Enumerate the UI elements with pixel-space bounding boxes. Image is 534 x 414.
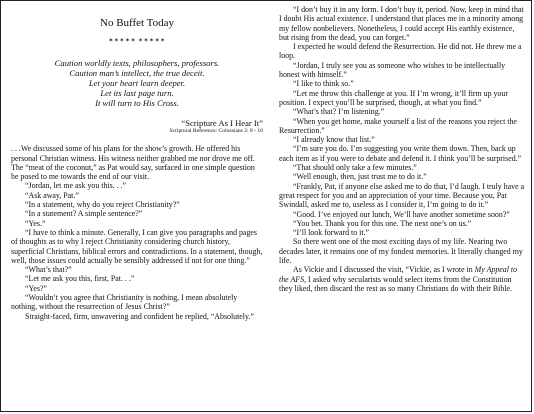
paragraph-last [279, 265, 525, 293]
poem-line: Let your heart learn deeper. [88, 78, 186, 89]
paragraph: “Jordan, I truly see you as someone who wishes to be intellectually honest with himself.” [279, 60, 506, 80]
scripture-reference: Scriptural Reference: Colossians 2: 8 - 10 [169, 128, 263, 135]
scripture-title: “Scripture As I Hear It” [181, 118, 263, 129]
poem-line: Let its last page turn. [100, 88, 174, 99]
paragraph: “Let me throw this challenge at you. If I’m wrong, it’ll firm up your position. I expect you’ll be surprised, though, at what you find.” [279, 88, 508, 107]
paragraph: “When you get home, make yourself a list of the reasons you reject the Resurrection.” [279, 116, 517, 135]
paragraph: “I already know that list.” [293, 135, 375, 145]
text-run: As Vickie and I discussed the visit, “Vickie, as I wrote in [293, 265, 475, 275]
paragraph: “What’s that? I’m listening.” [293, 107, 385, 117]
paragraph: “Well enough, then, just trust me to do it.” [293, 172, 427, 182]
paragraph: “Good. I’ve enjoyed our lunch, We’ll have another sometime soon?” [293, 209, 510, 219]
paragraph: “Let me ask you this, first, Pat. . .” [25, 274, 135, 284]
paragraph: “That should only take a few minutes.” [293, 163, 417, 173]
paragraph: “Jordan, let me ask you this. . .” [25, 181, 127, 191]
paragraph: “I don’t buy it in any form. I don’t buy it, period. Now, keep in mind that I doubt His actual existence. I understand that places me in a minority among my fellow nonbelievers. Nonetheless, I could accept His earthly existence, but rising from the dead, you can forget.” [279, 5, 524, 42]
paragraph: “You bet. Thank you for this one. The next one’s on us.” [293, 218, 472, 228]
text-run: , I asked why secularists would select items from the Constitution they liked, then discard the rest as so many Christians do with their Bible. [279, 274, 512, 293]
paragraph: “Yes.” [25, 218, 46, 228]
poem-line: Caution man’s intellect, the true deceit. [69, 68, 205, 79]
book-title-italic: My Appeal to the AFS [279, 265, 518, 284]
ornament-divider: ✶✶✶✶✶ ✶✶✶✶✶ [108, 38, 166, 44]
chapter-title: No Buffet Today [100, 17, 174, 29]
poem-line: Caution worldly texts, philosophers, professors. [54, 58, 220, 69]
paragraph: . . .We discussed some of his plans for the show’s growth. He offered his personal Christian witness. His witness neither grabbed me nor drove me off. The “meat of the coconut,” as Pat would say, surfaced in one simple question he posed to me towards the end of our visit. [11, 144, 255, 182]
paragraph: Straight-faced, firm, unwavering and confident he replied, “Absolutely.” [25, 311, 254, 321]
paragraph: I expected he would defend the Resurrection. He did not. He threw me a loop. [279, 42, 522, 61]
paragraph: “Wouldn’t you agree that Christianity is nothing, I mean absolutely nothing, without the resurrection of Jesus Christ?” [11, 293, 238, 312]
paragraph: “I’m sure you do. I’m suggesting you write them down. Then, back up each item as if you were to debate and defend it. I think you’ll be surprised.” [279, 144, 522, 163]
poem-line: It will turn to His Cross. [95, 98, 179, 109]
epigraph-poem [11, 58, 263, 108]
paragraph: “I have to think a minute. Generally, I can give you paragraphs and pages of thoughts as to why I reject Christianity considering church history, superficial Christians, biblical errors and contradictions. In a statement, though, well, those issues could actually be sensibly addressed if not for one thing.” [11, 227, 263, 265]
left-column [11, 17, 263, 321]
paragraph: “Ask away, Pat.” [25, 190, 79, 200]
right-column [279, 5, 525, 293]
paragraph: “In a statement? A simple sentence?” [25, 209, 143, 219]
paragraph: “I like to think so.” [293, 79, 354, 89]
paragraph: “Yes?” [25, 283, 47, 293]
paragraph: “In a statement, why do you reject Christianity?” [25, 200, 180, 210]
paragraph: “What’s that?” [25, 265, 72, 275]
paragraph: “Frankly, Pat, if anyone else asked me to do that, I’d laugh. I truly have a great respect for you and an appreciation of your time. Because you, Pat Swindall, asked me to, useless as I consider it, I’m going to do it.” [279, 181, 525, 210]
paragraph: “I’ll look forward to it.” [293, 228, 370, 238]
paragraph: So there went one of the most exciting days of my life. Nearing two decades later, it remains one of my fondest memories. It literally changed my life. [279, 237, 523, 266]
